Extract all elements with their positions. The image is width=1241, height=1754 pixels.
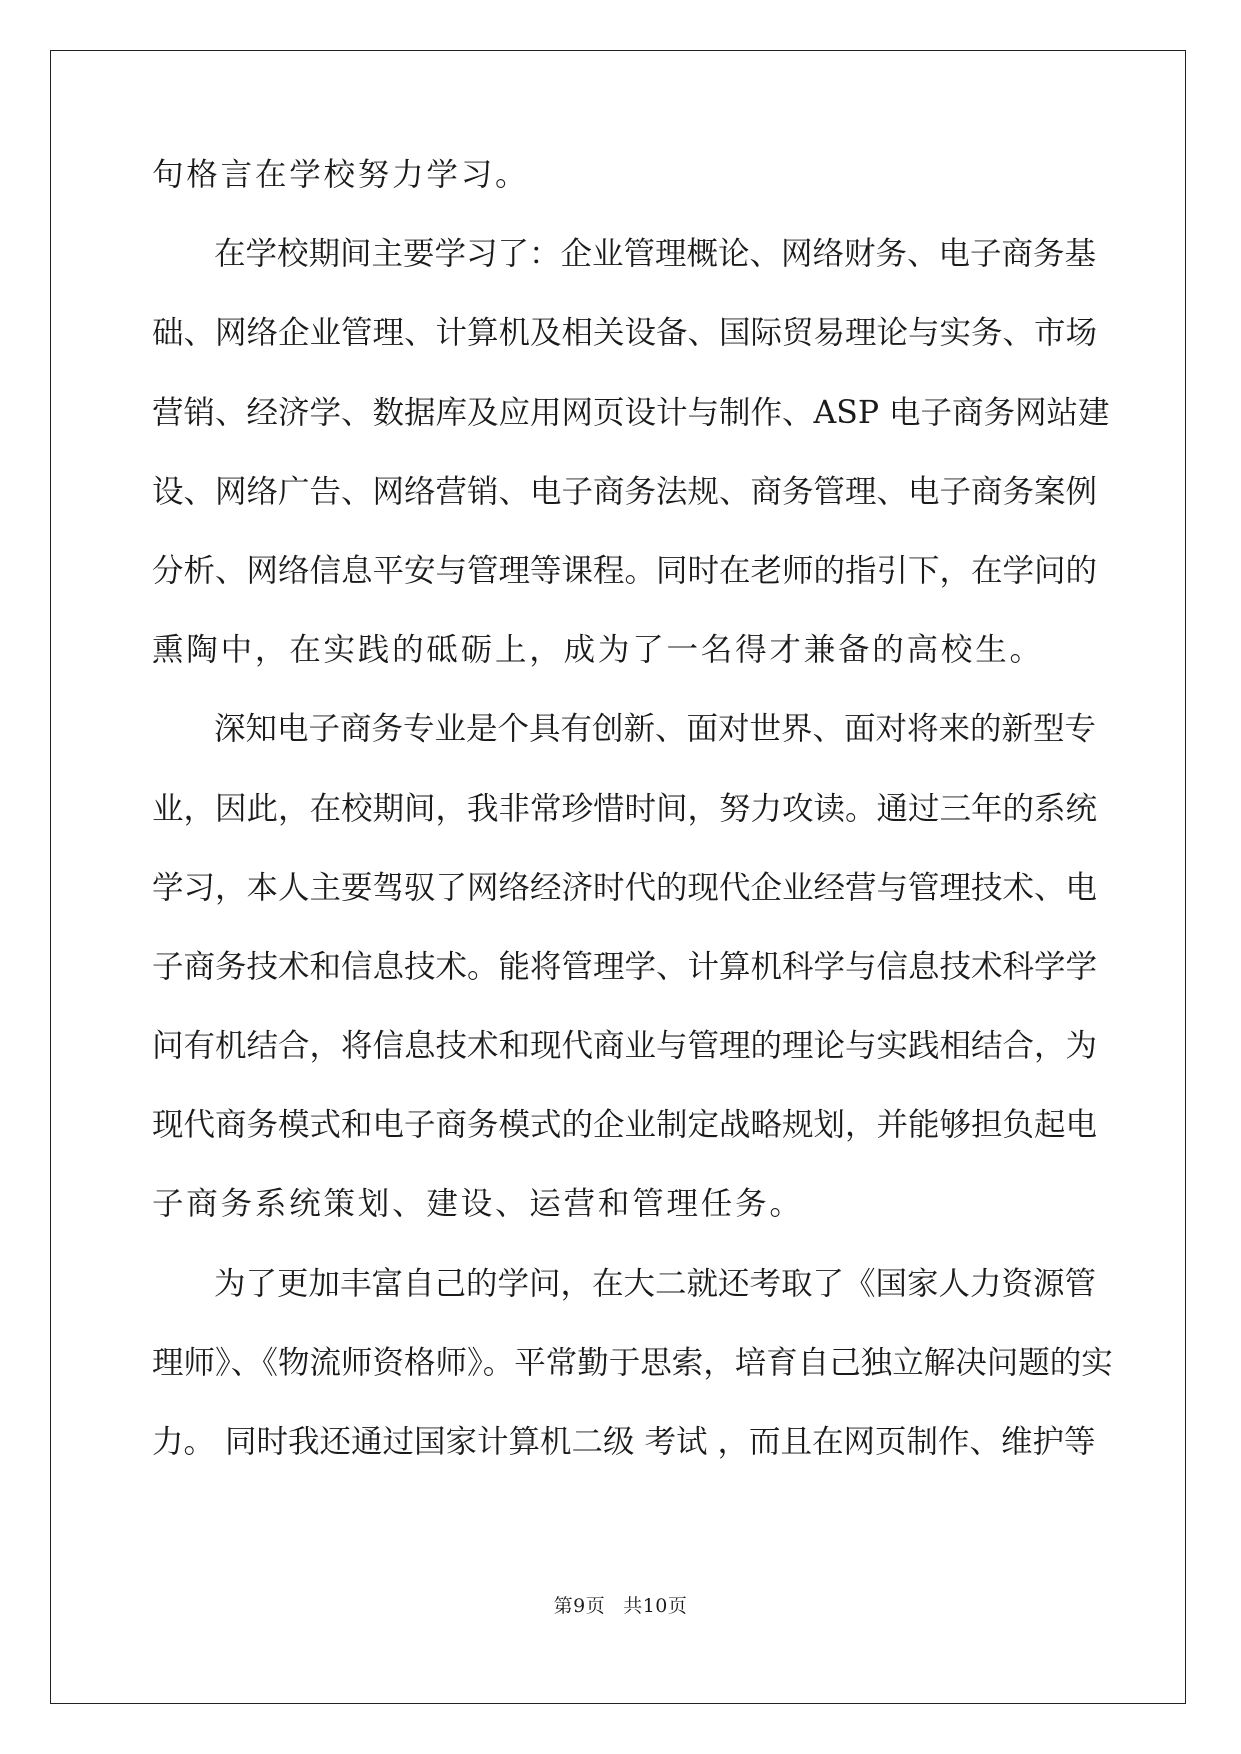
text-line: 设、网络广告、网络营销、电子商务法规、商务管理、电子商务案例 bbox=[152, 473, 1098, 510]
text-line: 问有机结合，将信息技术和现代商业与管理的理论与实践相结合，为 bbox=[152, 1028, 1098, 1065]
text-line: 础、网络企业管理、计算机及相关设备、国际贸易理论与实务、市场 bbox=[152, 315, 1098, 352]
text-line: 子商务技术和信息技术。能将管理学、计算机科学与信息技术科学学 bbox=[152, 948, 1098, 985]
text-line: 深知电子商务专业是个具有创新、面对世界、面对将来的新型专 bbox=[214, 711, 1097, 748]
document-body bbox=[152, 155, 1113, 1501]
text-line: 熏陶中，在实践的砥砺上，成为了一名得才兼备的高校生。 bbox=[152, 632, 1044, 669]
page-footer bbox=[0, 1594, 1241, 1618]
text-line: 句格言在学校努力学习。 bbox=[152, 157, 530, 193]
text-line: 分析、网络信息平安与管理等课程。同时在老师的指引下，在学问的 bbox=[152, 552, 1098, 589]
text-line: 现代商务模式和电子商务模式的企业制定战略规划，并能够担负起电 bbox=[152, 1107, 1098, 1144]
text-line: 理师》、《物流师资格师》。平常勤于思索，培育自己独立解决问题的实 bbox=[152, 1344, 1113, 1381]
total-page-count: 共10页 bbox=[623, 1595, 688, 1617]
text-line: 营销、经济学、数据库及应用网页设计与制作、ASP 电子商务网站建 bbox=[152, 394, 1110, 431]
current-page-number: 第9页 bbox=[553, 1595, 606, 1617]
text-line: 在学校期间主要学习了：企业管理概论、网络财务、电子商务基 bbox=[214, 236, 1097, 273]
text-line: 业，因此，在校期间，我非常珍惜时间，努力攻读。通过三年的系统 bbox=[152, 790, 1098, 827]
text-line: 子商务系统策划、建设、运营和管理任务。 bbox=[152, 1186, 804, 1223]
text-line: 学习，本人主要驾驭了网络经济时代的现代企业经营与管理技术、电 bbox=[152, 869, 1098, 906]
text-line: 为了更加丰富自己的学问，在大二就还考取了《国家人力资源管 bbox=[214, 1265, 1097, 1302]
text-line: 力。 同时我还通过国家计算机二级 考试 ，而且在网页制作、维护等 bbox=[152, 1424, 1096, 1460]
